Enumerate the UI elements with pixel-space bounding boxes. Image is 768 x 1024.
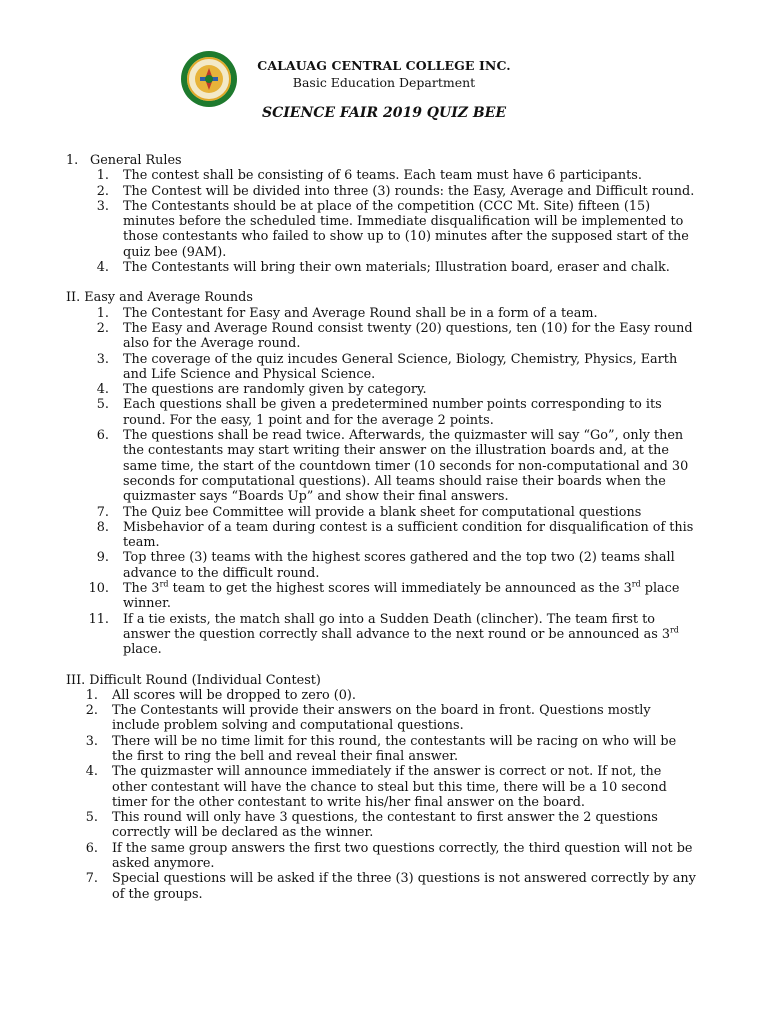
rule-text: The Quiz bee Committee will provide a blank sheet for computational questions: [123, 504, 642, 520]
rule-item: [66, 688, 706, 703]
rule-text: Top three (3) teams with the highest scores gathered and the top two (2) teams shall advance to the difficult round.: [123, 550, 675, 581]
rule-text: The contest shall be consisting of 6 teams. Each team must have 6 participants.: [123, 168, 642, 184]
section-number: 1.: [66, 153, 79, 168]
rule-text: The Contestant for Easy and Average Round shall be in a form of a team.: [123, 305, 598, 321]
school-name: CALAUAG CENTRAL COLLEGE INC.: [257, 58, 511, 73]
rule-number: 9.: [96, 550, 109, 566]
department-name: Basic Education Department: [292, 75, 476, 90]
rule-item: [66, 841, 706, 872]
rule-text: The questions shall be read twice. Afterwards, the quizmaster will say “Go”, only then the contestants may start writing their answer on the illustration boards and, at the same time, the start of the countdown timer (10 seconds for non-computational and 30 seconds for computational questions). All teams should raise their boards when the quizmaster says “Boards Up” and show their final answers.: [123, 428, 689, 505]
rule-item: [66, 703, 706, 734]
rule-text: The quizmaster will announce immediately if the answer is correct or not. If not, the other contestant will have the chance to steal but this time, there will be a 10 second timer for the other contestant to write his/her final answer on the board.: [112, 764, 667, 810]
rules-body: [66, 153, 706, 902]
rule-item: [66, 260, 706, 275]
rule-text-part: place winner.: [123, 581, 680, 612]
rule-text-part: place.: [123, 642, 162, 658]
ordinal-suffix: rd: [669, 625, 679, 635]
rule-item: [66, 397, 706, 428]
rule-text: This round will only have 3 questions, the contestant to first answer the 2 questions correctly will be declared as the winner.: [112, 810, 658, 841]
rule-item: [66, 612, 706, 658]
rule-number: 1.: [96, 168, 109, 184]
rule-number: 7.: [85, 871, 98, 887]
section-title: General Rules: [90, 153, 182, 168]
section-title: II. Easy and Average Rounds: [66, 290, 253, 306]
section-heading: [66, 153, 706, 168]
rule-item: [66, 382, 706, 397]
rule-item: [66, 520, 706, 551]
rule-item: [66, 306, 706, 321]
rule-text: If the same group answers the first two questions correctly, the third question will not be asked anymore.: [112, 840, 693, 872]
rule-item: [66, 581, 706, 612]
rule-list: [66, 168, 706, 275]
rule-number: 4.: [96, 260, 109, 276]
rule-text: Special questions will be asked if the three (3) questions is not answered correctly by any of the groups.: [112, 871, 696, 902]
rule-text-part: The 3: [123, 581, 160, 597]
rule-item: [66, 550, 706, 581]
rule-number: 2.: [96, 183, 109, 199]
rule-item: [66, 734, 706, 765]
rule-number: 8.: [96, 519, 109, 535]
ordinal-suffix: rd: [631, 579, 641, 589]
section-general-rules: [66, 153, 706, 275]
rule-text: The Contestants will bring their own materials; Illustration board, eraser and chalk.: [123, 260, 670, 276]
rule-number: 3.: [96, 351, 109, 367]
section-easy-average: [66, 290, 706, 657]
document-title: SCIENCE FAIR 2019 QUIZ BEE: [261, 105, 507, 121]
rule-text: [123, 581, 695, 612]
rule-number: 2.: [96, 320, 109, 336]
rule-text: The Easy and Average Round consist twenty (20) questions, ten (10) for the Easy round also for the Average round.: [123, 320, 693, 352]
rule-number: 3.: [96, 198, 109, 214]
rule-number: 10.: [88, 581, 109, 597]
rule-text-part: team to get the highest scores will immediately be announced as the 3: [168, 581, 632, 597]
section-heading: [66, 290, 706, 305]
rule-number: 6.: [85, 840, 98, 856]
rule-text-part: If a tie exists, the match shall go into a Sudden Death (clincher). The team first to answer the question correctly shall advance to the next round or be announced as 3: [123, 611, 670, 642]
rule-text: Misbehavior of a team during contest is a sufficient condition for disqualification of this team.: [123, 519, 694, 551]
rule-number: 4.: [85, 764, 98, 780]
rule-number: 5.: [96, 397, 109, 413]
rule-number: 3.: [85, 733, 98, 749]
section-title: III. Difficult Round (Individual Contest): [66, 672, 321, 688]
rule-text: There will be no time limit for this round, the contestants will be racing on who will be the first to ring the bell and reveal their final answer.: [112, 733, 677, 764]
section-heading: [66, 673, 706, 688]
rule-number: 7.: [96, 504, 109, 520]
rule-item: [66, 871, 706, 902]
rule-number: 1.: [85, 687, 98, 703]
rule-text: The Contestants will provide their answers on the board in front. Questions mostly include problem solving and computational questions.: [112, 703, 651, 734]
section-difficult-round: [66, 673, 706, 902]
rule-number: 1.: [96, 305, 109, 321]
rule-number: 4.: [96, 382, 109, 398]
rule-list: [66, 306, 706, 658]
rule-item: [66, 321, 706, 352]
rule-item: [66, 352, 706, 383]
rule-number: 6.: [96, 428, 109, 444]
rule-number: 2.: [85, 703, 98, 719]
rule-list: [66, 688, 706, 902]
rule-text: All scores will be dropped to zero (0).: [112, 687, 356, 703]
rule-item: [66, 184, 706, 199]
rule-text: The coverage of the quiz incudes General Science, Biology, Chemistry, Physics, Earth and Life Science and Physical Science.: [123, 351, 678, 382]
rule-text: The Contest will be divided into three (3) rounds: the Easy, Average and Difficult round.: [123, 183, 695, 199]
rule-item: [66, 764, 706, 810]
rule-item: [66, 199, 706, 260]
rule-text: The questions are randomly given by category.: [123, 382, 427, 398]
rule-text: Each questions shall be given a predetermined number points corresponding to its round. For the easy, 1 point and for the average 2 points.: [123, 397, 662, 428]
rule-item: [66, 168, 706, 183]
rule-item: [66, 810, 706, 841]
rule-text: The Contestants should be at place of the competition (CCC Mt. Site) fifteen (15) minutes before the scheduled time. Immediate disqualification will be implemented to those contestants who failed to show up to (10) minutes after the supposed start of the quiz bee (9AM).: [123, 198, 689, 260]
rule-number: 11.: [88, 611, 109, 627]
rule-item: [66, 505, 706, 520]
ordinal-suffix: rd: [159, 579, 169, 589]
rule-number: 5.: [85, 810, 98, 826]
rule-text: [123, 612, 695, 658]
rule-item: [66, 428, 706, 504]
